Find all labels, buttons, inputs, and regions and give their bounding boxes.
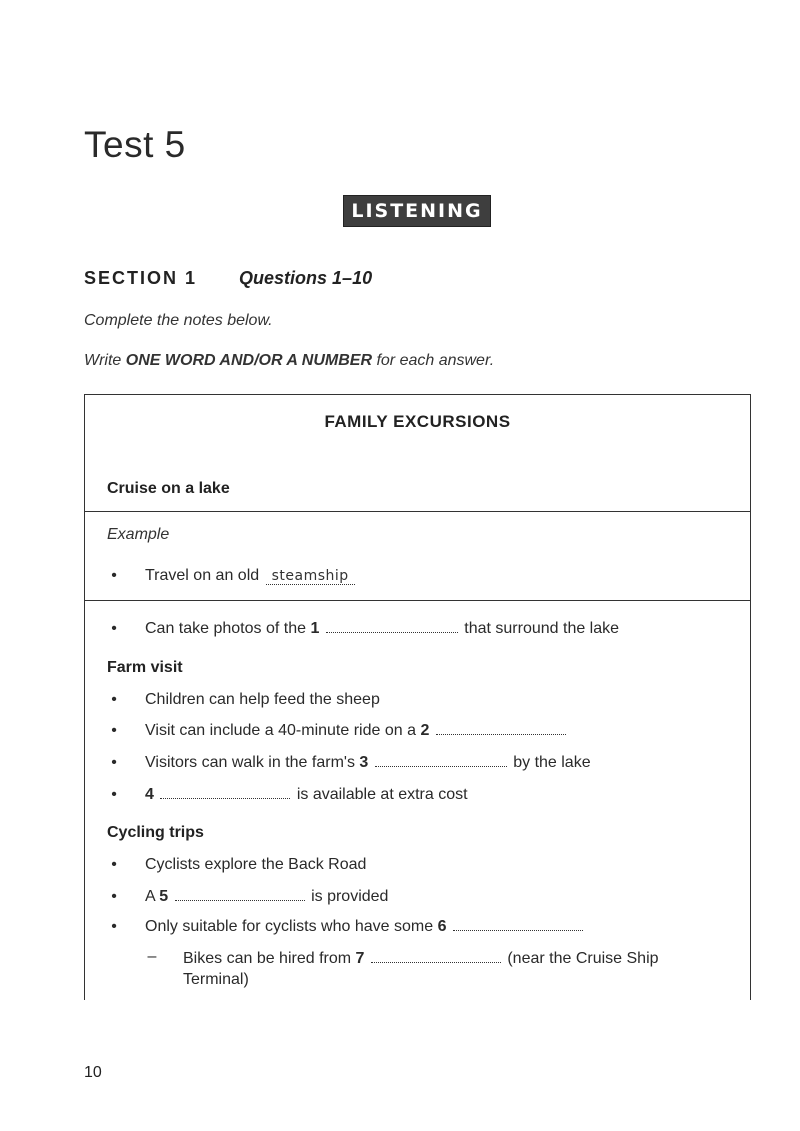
- listening-badge: [343, 195, 491, 227]
- listening-badge-label: LISTENING: [351, 200, 483, 222]
- cruise-heading: Cruise on a lake: [107, 480, 230, 497]
- q3-post: by the lake: [513, 754, 591, 771]
- q7-post: (near the Cruise Ship Terminal): [183, 950, 659, 988]
- page-number: 10: [84, 1064, 102, 1081]
- bullet-icon: •: [111, 620, 117, 637]
- bullet-icon: •: [111, 691, 117, 708]
- instruction-line-2: [84, 352, 494, 370]
- q6-number: 6: [437, 918, 447, 935]
- answer-blank-4[interactable]: [160, 786, 290, 799]
- divider: [85, 511, 750, 512]
- bullet-icon: •: [111, 567, 117, 584]
- answer-blank-2[interactable]: [436, 722, 566, 735]
- q1-post: that surround the lake: [464, 620, 620, 637]
- q2-number: 2: [420, 722, 430, 739]
- example-text: Travel on an old: [145, 567, 260, 584]
- section-label: SECTION 1: [84, 268, 198, 288]
- q3-number: 3: [359, 754, 369, 771]
- q5-post: is provided: [311, 888, 389, 905]
- answer-blank-7[interactable]: [371, 950, 501, 963]
- q1-number: 1: [310, 620, 320, 637]
- bullet-icon: •: [111, 888, 117, 905]
- q5-text: A: [145, 888, 155, 905]
- instruction-line-1: Complete the notes below.: [84, 312, 273, 329]
- q3-text: Visitors can walk in the farm's: [145, 754, 355, 771]
- q7-text: Bikes can be hired from: [183, 950, 352, 967]
- q7-number: 7: [355, 950, 365, 967]
- bullet-icon: •: [111, 722, 117, 739]
- notes-title: FAMILY EXCURSIONS: [324, 412, 511, 431]
- farm-heading: Farm visit: [107, 659, 183, 676]
- answer-blank-1[interactable]: [326, 620, 458, 633]
- q2-text: Visit can include a 40-minute ride on a: [145, 722, 416, 739]
- instruction-bold: ONE WORD AND/OR A NUMBER: [125, 352, 372, 369]
- questions-range: Questions 1–10: [239, 268, 373, 288]
- q4-post: is available at extra cost: [296, 786, 468, 803]
- bullet-icon: •: [111, 918, 117, 935]
- notes-box: [84, 394, 751, 1000]
- test-title: Test 5: [84, 124, 186, 165]
- dash-icon: –: [147, 948, 157, 965]
- answer-blank-6[interactable]: [453, 918, 583, 931]
- bullet-icon: •: [111, 754, 117, 771]
- q5-number: 5: [159, 888, 169, 905]
- section-heading: [84, 268, 372, 289]
- answer-blank-5[interactable]: [175, 888, 305, 901]
- bullet-icon: •: [111, 786, 117, 803]
- answer-blank-3[interactable]: [375, 754, 507, 767]
- instruction-pre: Write: [84, 352, 126, 369]
- cycling-heading: Cycling trips: [107, 824, 204, 841]
- bullet-icon: •: [111, 856, 117, 873]
- example-label: Example: [107, 526, 170, 543]
- q6-text: Only suitable for cyclists who have some: [145, 918, 434, 935]
- example-answer: steamship: [266, 568, 355, 585]
- instruction-post: for each answer.: [372, 352, 495, 369]
- divider: [85, 600, 750, 601]
- cycling-item-1: Cyclists explore the Back Road: [145, 856, 367, 873]
- q4-number: 4: [145, 786, 154, 803]
- q1-text: Can take photos of the: [145, 620, 306, 637]
- farm-item-1: Children can help feed the sheep: [145, 691, 380, 708]
